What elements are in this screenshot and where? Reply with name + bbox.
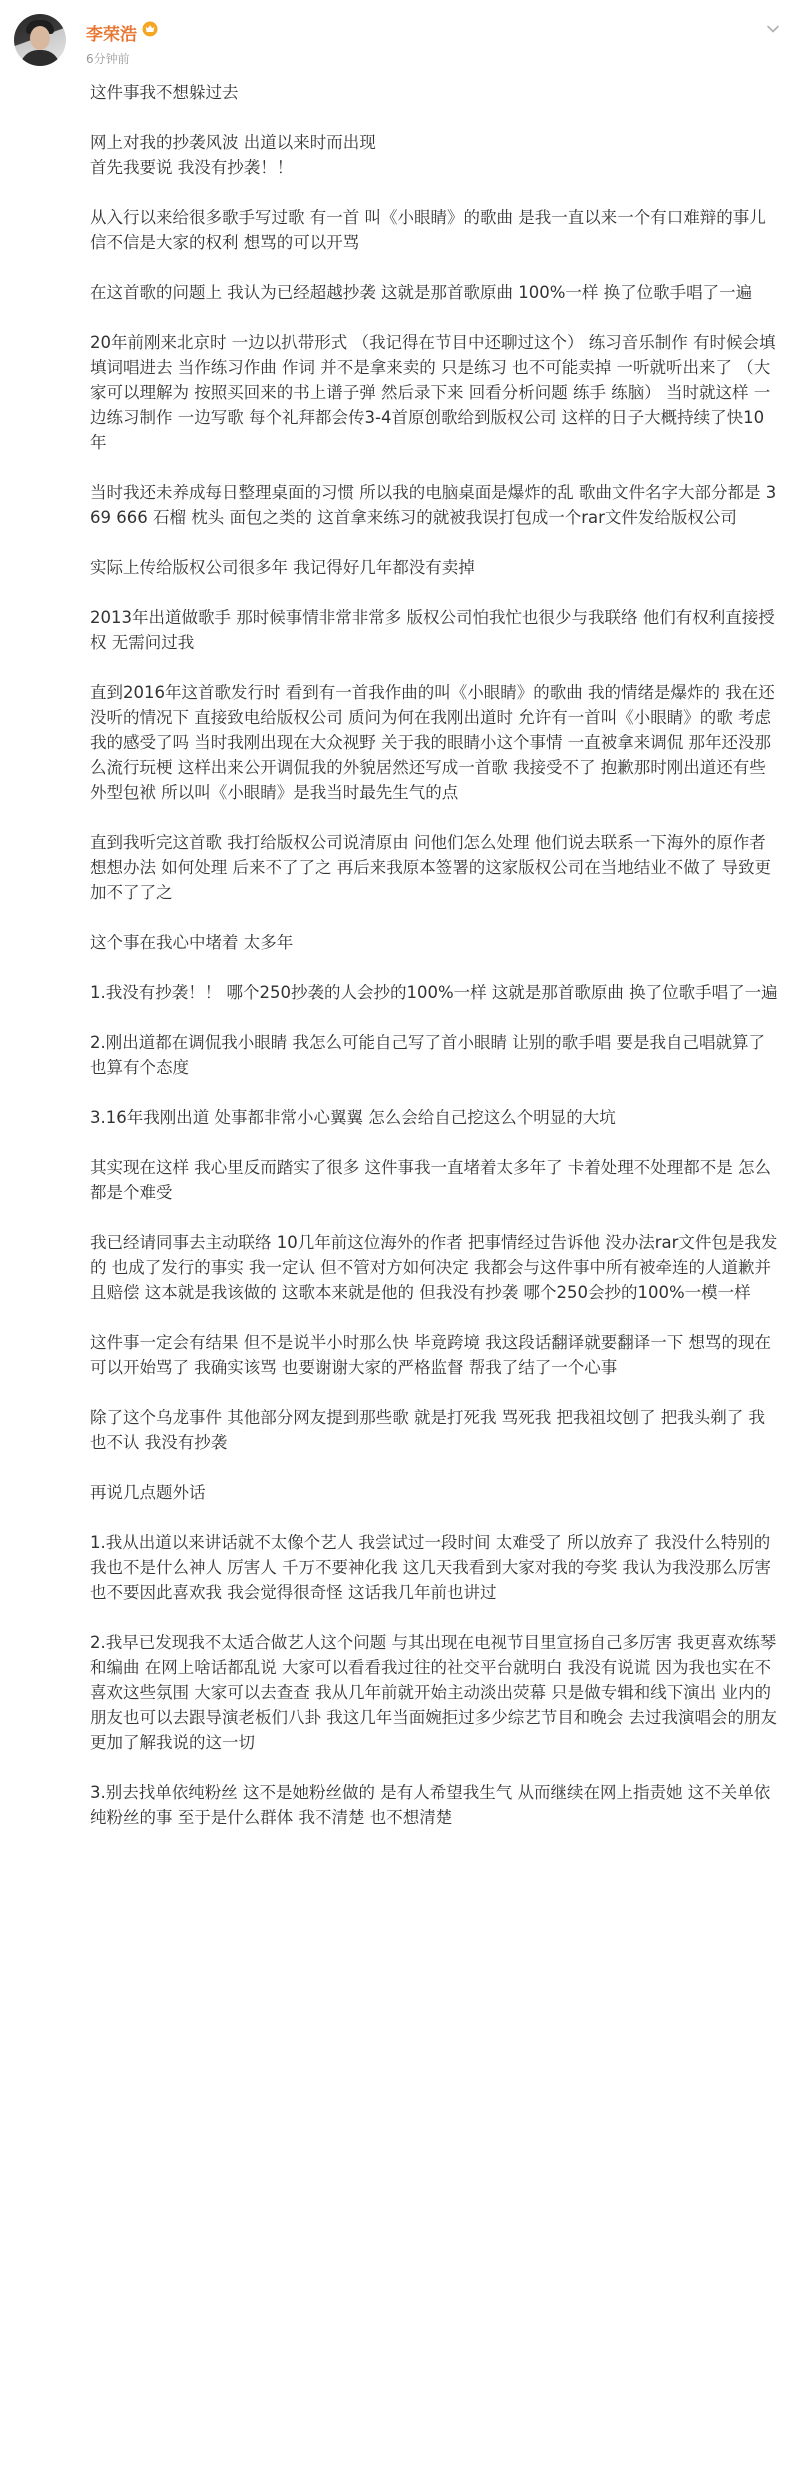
paragraph-gap: [90, 105, 780, 130]
vip-badge-icon: [142, 21, 158, 37]
post-paragraph: 2.刚出道都在调侃我小眼睛 我怎么可能自己写了首小眼睛 让别的歌手唱 要是我自己唱就算了 也算有个态度: [90, 1033, 765, 1077]
post-paragraph: 3.别去找单依纯粉丝 这不是她粉丝做的 是有人希望我生气 从而继续在网上指责她 这不关单依纯粉丝的事 至于是什么群体 我不清楚 也不想清楚: [90, 1783, 771, 1827]
post-paragraph: 3.16年我刚出道 处事都非常小心翼翼 怎么会给自己挖这么个明显的大坑: [90, 1108, 616, 1127]
post-body: [90, 80, 780, 1830]
paragraph-gap: [90, 905, 780, 930]
paragraph-gap: [90, 655, 780, 680]
paragraph-gap: [90, 530, 780, 555]
paragraph-gap: [90, 305, 780, 330]
avatar[interactable]: [14, 14, 66, 66]
post-paragraph: 其实现在这样 我心里反而踏实了很多 这件事我一直堵着太多年了 卡着处理不处理都不是 怎么都是个难受: [90, 1158, 771, 1202]
paragraph-gap: [90, 1380, 780, 1405]
post-paragraph: 直到我听完这首歌 我打给版权公司说清原由 问他们怎么处理 他们说去联系一下海外的原作者 想想办法 如何处理 后来不了了之 再后来我原本签署的这家版权公司在当地结业不做了 导致更加不了了之: [90, 833, 771, 902]
paragraph-gap: [90, 1205, 780, 1230]
post-paragraph: 我已经请同事去主动联络 10几年前这位海外的作者 把事情经过告诉他 没办法rar文件包是我发的 也成了发行的事实 我一定认 但不管对方如何决定 我都会与这件事中所有被牵连的人道歉并且赔偿 这本就是我该做的 这歌本来就是他的 但我没有抄袭 哪个250会抄的100%一模一样: [90, 1233, 778, 1302]
paragraph-gap: [90, 1005, 780, 1030]
paragraph-gap: [90, 1455, 780, 1480]
post-paragraph: 这件事我不想躲过去: [90, 83, 239, 102]
paragraph-gap: [90, 1605, 780, 1630]
post-paragraph: 再说几点题外话: [90, 1483, 206, 1502]
post-paragraph: 除了这个乌龙事件 其他部分网友提到那些歌 就是打死我 骂死我 把我祖坟刨了 把我头剃了 我也不认 我没有抄袭: [90, 1408, 765, 1452]
paragraph-gap: [90, 455, 780, 480]
post-header: [0, 0, 800, 80]
post-paragraph: 首先我要说 我没有抄袭！！: [90, 158, 294, 177]
post-paragraph: 网上对我的抄袭风波 出道以来时而出现: [90, 133, 376, 152]
paragraph-gap: [90, 1130, 780, 1155]
post-paragraph: 20年前刚来北京时 一边以扒带形式 （我记得在节目中还聊过这个） 练习音乐制作 有时候会填填词唱进去 当作练习作曲 作词 并不是拿来卖的 只是练习 也不可能卖掉 一听就听出来了 （大家可以理解为 按照买回来的书上谱子弹 然后录下来 回看分析问题 练手 练脑） 当时就这样 一边练习制作 一边写歌 每个礼拜都会传3-4首原创歌给到版权公司 这样的日子大概持续了快10年: [90, 333, 776, 452]
post-paragraph: 2013年出道做歌手 那时候事情非常非常多 版权公司怕我忙也很少与我联络 他们有权利直接授权 无需问过我: [90, 608, 775, 652]
paragraph-gap: [90, 580, 780, 605]
post-paragraph: 实际上传给版权公司很多年 我记得好几年都没有卖掉: [90, 558, 475, 577]
post-paragraph: 直到2016年这首歌发行时 看到有一首我作曲的叫《小眼睛》的歌曲 我的情绪是爆炸的 我在还没听的情况下 直接致电给版权公司 质问为何在我刚出道时 允许有一首叫《小眼睛》的歌 考虑我的感受了吗 当时我刚出现在大众视野 关于我的眼睛小这个事情 一直被拿来调侃 那年还没那么流行玩梗 这样出来公开调侃我的外貌居然还写成一首歌 我接受不了 抱歉那时刚出道还有些外型包袱 所以叫《小眼睛》是我当时最先生气的点: [90, 683, 775, 802]
author-name[interactable]: 李荣浩: [86, 25, 137, 45]
post-paragraph: 从入行以来给很多歌手写过歌 有一首 叫《小眼睛》的歌曲 是我一直以来一个有口难辩的事儿 信不信是大家的权利 想骂的可以开骂: [90, 208, 766, 252]
paragraph-gap: [90, 1080, 780, 1105]
chevron-down-icon[interactable]: [764, 20, 782, 38]
post-paragraph: 在这首歌的问题上 我认为已经超越抄袭 这就是那首歌原曲 100%一样 换了位歌手唱了一遍: [90, 283, 753, 302]
post-paragraph: 1.我没有抄袭！！ 哪个250抄袭的人会抄的100%一样 这就是那首歌原曲 换了位歌手唱了一遍: [90, 983, 778, 1002]
paragraph-gap: [90, 1305, 780, 1330]
post-time: 6分钟前: [86, 52, 130, 66]
post-paragraph: 1.我从出道以来讲话就不太像个艺人 我尝试过一段时间 太难受了 所以放弃了 我没什么特别的 我也不是什么神人 厉害人 千万不要神化我 这几天我看到大家对我的夸奖 我认为我没那么厉害 也不要因此喜欢我 我会觉得很奇怪 这话我几年前也讲过: [90, 1533, 771, 1602]
post-paragraph: 2.我早已发现我不太适合做艺人这个问题 与其出现在电视节目里宣扬自己多厉害 我更喜欢练琴和编曲 在网上啥话都乱说 大家可以看看我过往的社交平台就明白 我没有说谎 因为我也实在不喜欢这些氛围 大家可以去查查 我从几年前就开始主动淡出荧幕 只是做专辑和线下演出 业内的朋友也可以去跟导演老板们八卦 我这几年当面婉拒过多少综艺节目和晚会 去过我演唱会的朋友更加了解我说的这一切: [90, 1633, 777, 1752]
paragraph-gap: [90, 805, 780, 830]
paragraph-gap: [90, 180, 780, 205]
paragraph-gap: [90, 955, 780, 980]
paragraph-gap: [90, 255, 780, 280]
paragraph-gap: [90, 1755, 780, 1780]
paragraph-gap: [90, 1505, 780, 1530]
post-paragraph: 这个事在我心中堵着 太多年: [90, 933, 294, 952]
post-paragraph: 当时我还未养成每日整理桌面的习惯 所以我的电脑桌面是爆炸的乱 歌曲文件名字大部分都是 369 666 石榴 枕头 面包之类的 这首拿来练习的就被我误打包成一个rar文件发给版权公司: [90, 483, 777, 527]
post-paragraph: 这件事一定会有结果 但不是说半小时那么快 毕竟跨境 我这段话翻译就要翻译一下 想骂的现在可以开始骂了 我确实该骂 也要谢谢大家的严格监督 帮我了结了一个心事: [90, 1333, 771, 1377]
